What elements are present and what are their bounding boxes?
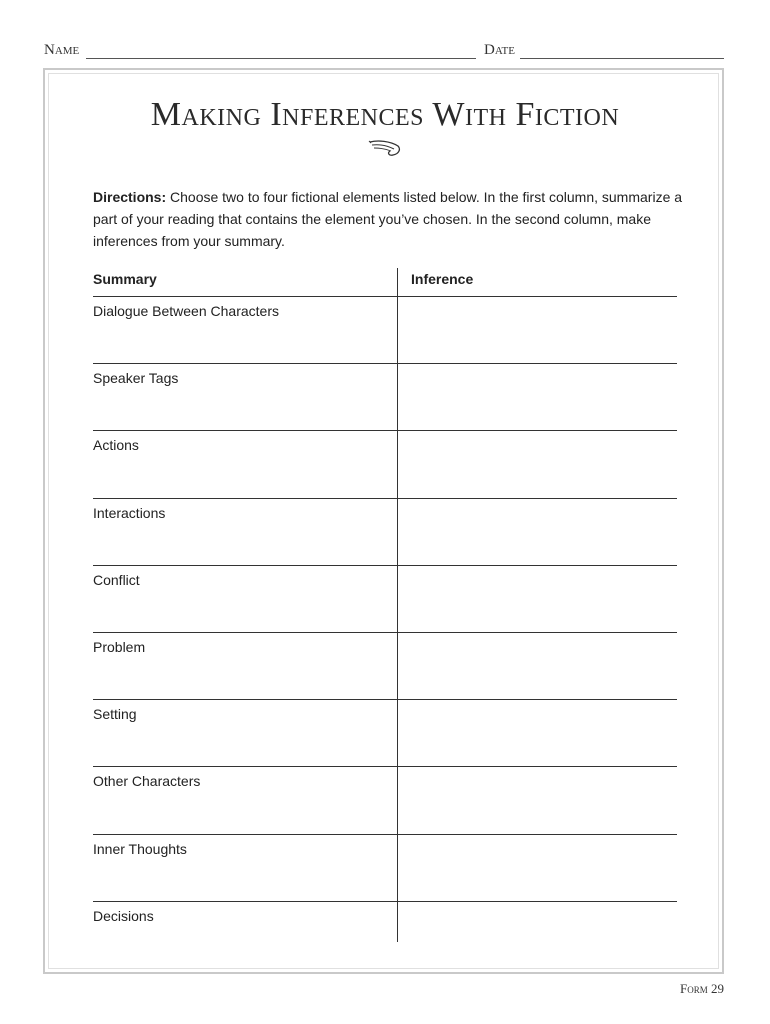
inference-cell[interactable] [398,834,677,901]
summary-cell[interactable] [93,901,397,968]
inference-cell[interactable] [398,766,677,833]
date-field-line[interactable] [520,58,724,59]
summary-cell[interactable] [93,834,397,901]
table-row-label: Other Characters [93,773,201,790]
inference-cell[interactable] [398,699,677,766]
directions-text [93,186,683,252]
directions-body: Choose two to four fictional elements listed below. In the first column, summarize a part of your reading that contains the element you’ve chosen. In the second column, make inferences from your summary. [93,189,683,249]
summary-cell[interactable] [93,296,397,363]
name-date-header [44,42,724,62]
column-header-summary: Summary [93,271,157,287]
summary-cell[interactable] [93,565,397,632]
summary-cell[interactable] [93,632,397,699]
feather-flourish-icon [368,138,402,160]
column-header-inference: Inference [411,271,474,287]
table-row-label: Problem [93,639,146,655]
summary-cell[interactable] [93,699,397,766]
name-label: Name [44,42,80,58]
summary-cell[interactable] [93,430,397,497]
inference-cell[interactable] [398,901,677,968]
inference-cell[interactable] [398,498,677,565]
table-row-label: Setting [93,706,137,723]
summary-cell[interactable] [93,766,397,833]
inference-cell[interactable] [398,565,677,632]
table-row-label: Actions [93,437,139,454]
form-number: Form 29 [680,981,724,996]
table-row-label: Interactions [93,504,166,521]
date-label: Date [484,42,515,58]
inference-cell[interactable] [398,363,677,430]
directions-lead: Directions: [93,189,167,205]
inference-cell[interactable] [398,632,677,699]
summary-cell[interactable] [93,363,397,430]
table-row-label: Speaker Tags [93,370,179,387]
table-row-label: Dialogue Between Characters [93,303,279,319]
inference-cell[interactable] [398,430,677,497]
page-title: Making Inferences With Fiction [150,96,620,133]
summary-cell[interactable] [93,498,397,565]
inference-cell[interactable] [398,296,677,363]
name-field-line[interactable] [86,58,476,59]
table-row-label: Conflict [93,571,140,588]
table-row-label: Inner Thoughts [93,840,187,857]
table-row-label: Decisions [93,907,154,924]
